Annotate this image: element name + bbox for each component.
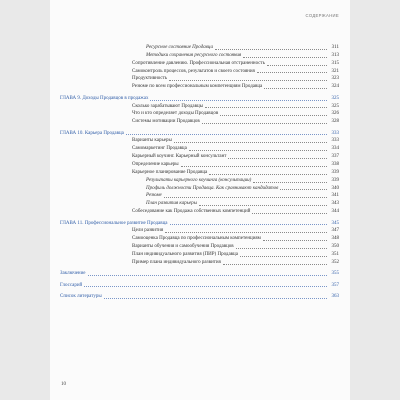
dot-leader [169,80,327,81]
toc-page-number: 326 [331,111,339,117]
dot-leader [236,248,327,249]
toc-entry-row [50,200,350,208]
toc-chapter-row [50,293,350,301]
toc-page-number: 339 [331,177,339,183]
toc-entry-row [50,118,350,126]
toc-page-number: 338 [331,162,339,167]
toc-entry-row [50,110,350,118]
toc-entry-row [50,103,350,111]
toc-entry-title: Что и кто определяет доходы Продавцов [132,111,219,117]
dot-leader [240,256,327,257]
dot-leader [164,197,327,198]
toc-page-number: 345 [331,220,339,226]
dot-leader [263,240,327,241]
toc-entry-row [50,251,350,259]
toc-entry-title: Самоконтроль процессов, результатов и своего состояния [132,68,255,74]
toc-chapter-row [50,130,350,138]
toc-entry-title: Список литературы [60,294,102,300]
dot-leader [165,232,327,233]
dot-leader [104,298,327,299]
toc-entry-row [50,145,350,153]
toc-entry-title: Методики сохранения ресурсного состояния [146,52,242,58]
dot-leader [205,107,327,108]
toc-entry-title: Резюме по всем профессиональным компетенциям Продавца [132,84,263,90]
toc-entry-title: ГЛАВА 9. Доходы Продавцов в продажах [60,95,149,101]
toc-entry-title: Заключение [60,271,86,277]
dot-leader [243,57,327,58]
toc-page-number: 337 [331,154,339,160]
toc-entry-title: Сопротивление давлению. Профессиональная отстраненность [132,60,265,66]
toc-entry-row [50,185,350,193]
toc-entry-title: Цели развития [132,228,164,234]
toc-entry-row [50,243,350,251]
toc-page-number: 333 [331,130,339,136]
toc-entry-row [50,192,350,200]
toc-page-number: 333 [331,138,339,144]
toc-entry-row [50,227,350,235]
toc-chapter-row [50,270,350,278]
toc-page-number: 350 [331,244,339,250]
dot-leader [223,264,327,265]
toc-page-number: 357 [331,282,339,288]
toc-entry-title: План развития карьеры [146,201,197,207]
toc-entry-title: Профиль должности Продавца. Как сравнивают кандидатов [146,185,279,191]
toc-entry-row [50,68,350,76]
dot-leader [215,49,327,50]
toc-page-number: 321 [331,68,339,74]
toc-entry-title: Варианты карьеры [132,138,172,144]
toc-page-number: 334 [331,146,339,152]
dot-leader [170,224,327,225]
toc-page-number: 325 [331,95,339,101]
toc-entry-title: Результаты карьерного коучинга (консультации) [146,177,252,183]
toc-entry-title: Варианты обучения и самообучения Продавцов [132,244,234,250]
toc-page-number: 325 [331,103,339,109]
dot-leader [202,123,327,124]
dot-leader [181,166,327,167]
dot-leader [280,189,327,190]
toc-entry-row [50,259,350,267]
toc-entry-row [50,208,350,216]
dot-leader [267,65,327,66]
toc-entry-title: Карьерное планирование Продавца [132,169,208,175]
dot-leader [189,150,327,151]
toc-page-number: 352 [331,259,339,265]
toc-page-number: 347 [331,228,339,234]
toc-entry-title: Глоссарий [60,282,83,288]
toc-entry-row [50,161,350,169]
toc-page-number: 351 [331,251,339,257]
toc-page-number: 311 [331,45,339,50]
toc-entry-row [50,169,350,177]
toc-entry-row [50,137,350,145]
toc-entry-title: Резюме [146,193,162,199]
toc-entry-row [50,83,350,91]
toc-entry-title: План индивидуального развития (ПИР) Продавца [132,251,238,257]
toc-entry-title: Собеседование как Продажа собственных компетенций [132,209,251,215]
toc-page-number: 340 [331,185,339,191]
toc-entry-row [50,60,350,68]
dot-leader [209,174,327,175]
toc-chapter-row [50,220,350,228]
toc-page-number: 339 [331,169,339,175]
toc-entry-row [50,52,350,60]
toc-entry-title: Ресурсное состояние Продавца [146,45,213,50]
dot-leader [264,88,327,89]
toc-page-number: 323 [331,76,339,82]
table-of-contents [50,44,350,301]
dot-leader [84,286,327,287]
toc-entry-row [50,177,350,185]
page-number: 10 [61,382,66,387]
toc-entry-title: Самомаркетинг Продавца [132,146,187,152]
dot-leader [199,205,327,206]
dot-leader [252,213,327,214]
toc-page-number: 315 [331,60,339,66]
toc-page-number: 348 [331,236,339,242]
dot-leader [228,158,327,159]
dot-leader [174,142,327,143]
dot-leader [150,100,327,101]
toc-page-number: 355 [331,271,339,277]
toc-page-number: 313 [331,52,339,58]
toc-entry-title: Пример плана индивидуального развития [132,259,221,265]
toc-entry-row [50,44,350,52]
toc-entry-row [50,75,350,83]
toc-page-number: 343 [331,201,339,207]
toc-page-number: 341 [331,193,339,199]
toc-entry-title: Сколько зарабатывают Продавцы [132,103,203,109]
toc-entry-title: Карьерный коучинг. Карьерный консультант [132,154,227,160]
toc-entry-title: ГЛАВА 10. Карьера Продавца [60,130,124,136]
dot-leader [126,134,327,135]
dot-leader [88,275,327,276]
toc-page-number: 363 [331,294,339,300]
book-page [50,0,350,400]
toc-page-number: 328 [331,119,339,125]
toc-entry-title: Определение карьеры [132,162,179,167]
toc-entry-title: ГЛАВА 11. Профессиональное развитие Продавца [60,220,168,226]
toc-page-number: 344 [331,209,339,215]
toc-entry-title: Самооценка Продавца по профессиональным компетенциям [132,236,261,242]
dot-leader [257,72,327,73]
toc-entry-title: Системы мотивации Продавцов [132,119,200,125]
toc-page-number: 324 [331,84,339,90]
dot-leader [253,182,327,183]
dot-leader [220,115,327,116]
toc-chapter-row [50,95,350,103]
toc-entry-row [50,153,350,161]
toc-entry-title: Продуктивность [132,76,168,82]
toc-entry-row [50,235,350,243]
toc-chapter-row [50,282,350,290]
running-header: СОДЕРЖАНИЕ [305,13,339,18]
